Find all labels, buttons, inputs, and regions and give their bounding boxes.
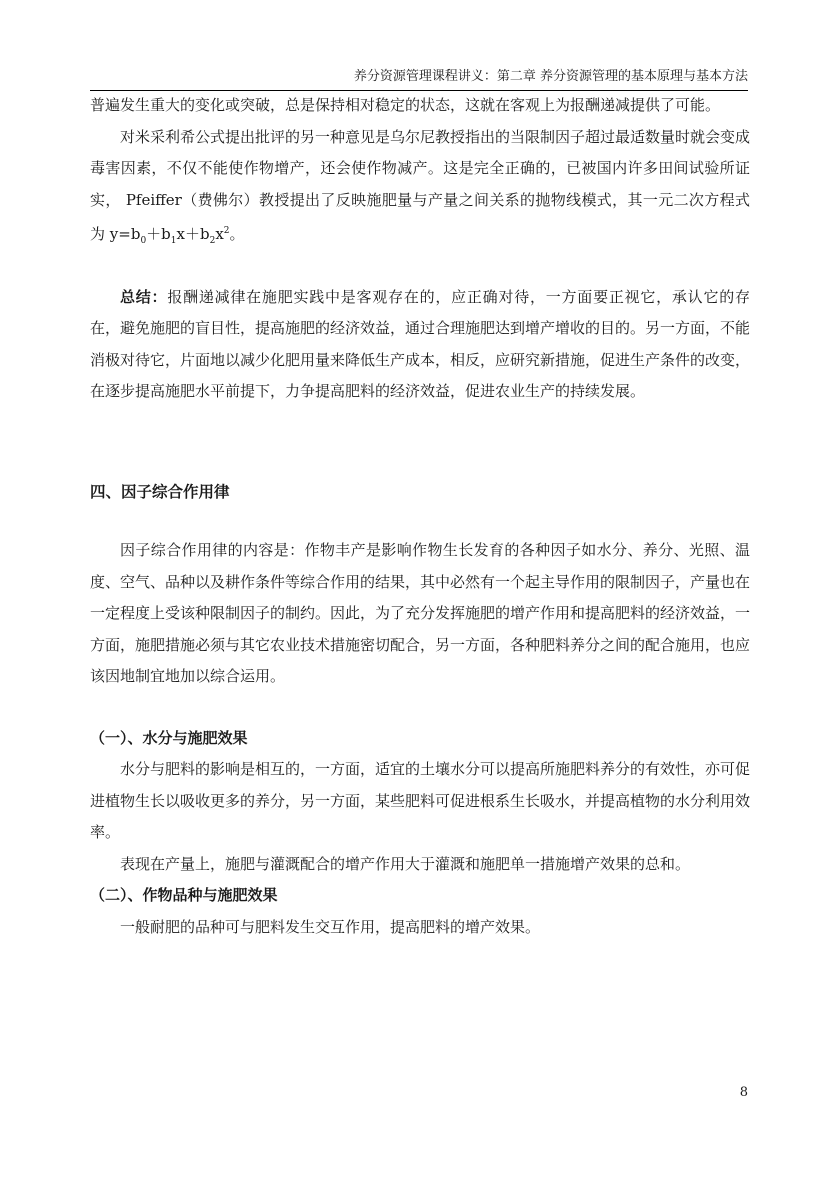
- formula-sub: 2: [209, 236, 216, 246]
- quadratic-formula: [109, 225, 245, 246]
- formula-sub: 0: [140, 236, 147, 246]
- running-header: [90, 66, 748, 91]
- header-text: 养分资源管理课程讲义：第二章 养分资源管理的基本原理与基本方法: [353, 69, 748, 84]
- formula-part: x＋b: [176, 225, 210, 243]
- paragraph-sub1-b: 表现在产量上，施肥与灌溉配合的增产作用大于灌溉和施肥单一措施增产效果的总和。: [120, 854, 691, 873]
- paragraph-sub1-a: 水分与肥料的影响是相互的，一方面，适宜的土壤水分可以提高所施肥料养分的有效性，亦可促进植物生长以吸收更多的养分，另一方面，某些肥料可促进根系生长吸水，并提高植物的水分利用效率。: [90, 760, 751, 841]
- paragraph-critique: [90, 122, 750, 258]
- paragraph-summary: [90, 282, 750, 408]
- formula-part: x: [215, 225, 224, 243]
- formula-sub: 1: [170, 236, 177, 246]
- summary-text: 报酬递减律在施肥实践中是客观存在的，应正确对待，一方面要正视它，承认它的存在，避免施肥的盲目性，提高施肥的经济效益，通过合理施肥达到增产增收的目的。另一方面，不能消极对待它，片面地以减少化肥用量来降低生产成本，相反，应研究新措施，促进生产条件的改变，在逐步提高施肥水平前提下，力争提高肥料的经济效益，促进农业生产的持续发展。: [90, 287, 751, 400]
- formula-sup: 2: [223, 226, 230, 236]
- page-body: [90, 90, 750, 943]
- paragraph-continuation: 普遍发生重大的变化或突破，总是保持相对稳定的状态，这就在客观上为报酬递减提供了可能。: [90, 96, 721, 114]
- paragraph-section4: 因子综合作用律的内容是：作物丰产是影响作物生长发育的各种因子如水分、养分、光照、温度、空气、品种以及耕作条件等综合作用的结果，其中必然有一个起主导作用的限制因子，产量也在一定程度上受该种限制因子的制约。因此，为了充分发挥施肥的增产作用和提高肥料的经济效益，一方面，施肥措施必须与其它农业技术措施密切配合，另一方面，各种肥料养分之间的配合施用，也应该因地制宜地加以综合运用。: [90, 541, 751, 685]
- summary-label: 总结：: [120, 287, 168, 306]
- formula-part: 。: [229, 225, 245, 243]
- formula-part: ＋b: [146, 225, 171, 243]
- paragraph-sub2: 一般耐肥的品种可与肥料发生交互作用，提高肥料的增产效果。: [120, 917, 541, 936]
- paragraph-critique-text: 对米采利希公式提出批评的另一种意见是乌尔尼教授指出的当限制因子超过最适数量时就会变成毒害因素，不仅不能使作物增产，还会使作物减产。这是完全正确的，已被国内许多田间试验所证实， Pfeiffer（费佛尔）教授提出了反映施肥量与产量之间关系的抛物线模式，其一元二次方程式为: [90, 127, 751, 243]
- page-number: 8: [739, 1085, 748, 1100]
- formula-part: y=b: [109, 225, 141, 243]
- subsection-heading-2: （二）、作物品种与施肥效果: [90, 886, 278, 904]
- subsection-heading-1: （一）、水分与施肥效果: [90, 728, 248, 747]
- section-heading-4: 四、因子综合作用律: [90, 481, 230, 501]
